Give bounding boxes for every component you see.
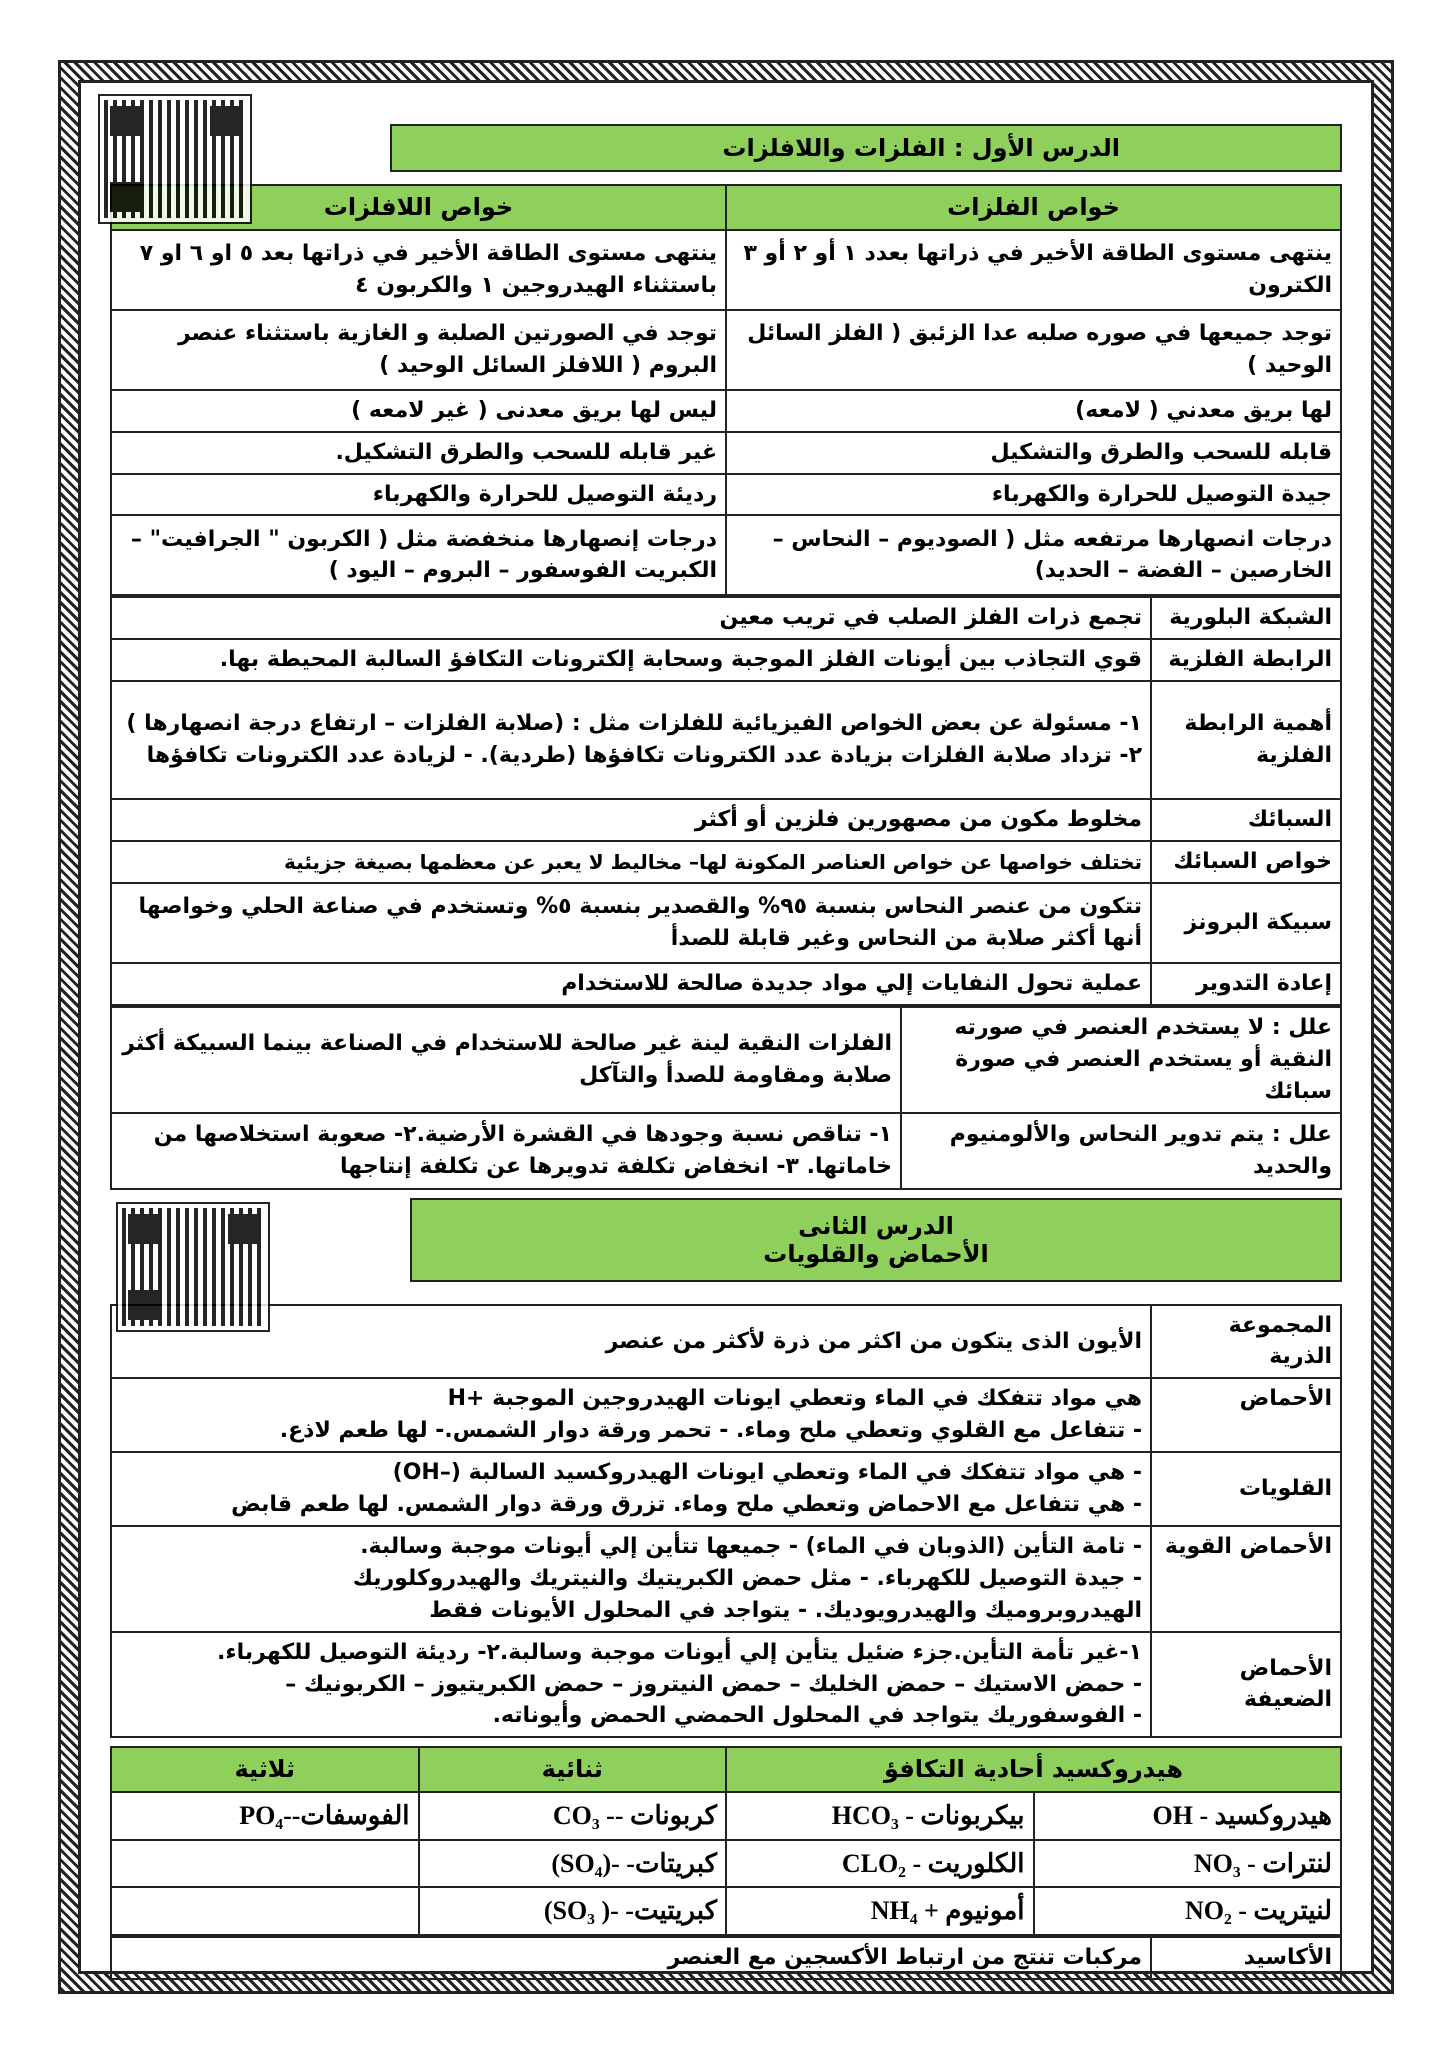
table-row bbox=[111, 1792, 1341, 1840]
term: المجموعة الذرية bbox=[1151, 1305, 1341, 1379]
ion-cell: بيكربونات - HCO₃ bbox=[726, 1792, 1034, 1840]
table-row bbox=[111, 1305, 1341, 1379]
definition: الأيون الذى يتكون من اكثر من ذرة لأكثر من عنصر bbox=[111, 1305, 1151, 1379]
table-row bbox=[111, 515, 1341, 595]
table-row bbox=[111, 1113, 1341, 1189]
term: القلويات bbox=[1151, 1452, 1341, 1526]
definition: ١- مسئولة عن بعض الخواص الفيزيائية للفلزات مثل : (صلابة الفلزات – ارتفاع درجة انصهارها ) ٢- تزداد صلابة الفلزات بزيادة عدد الكترونات تكافؤها (طردية). - لزيادة عدد الكترونات تكافؤها bbox=[111, 681, 1151, 799]
ion-cell: لنيتريت - NO₂ bbox=[1034, 1887, 1342, 1935]
table-row bbox=[111, 1007, 1341, 1113]
reason-question: علل : لا يستخدم العنصر في صورته النقية أو يستخدم العنصر في صورة سبائك bbox=[901, 1007, 1341, 1113]
table-row bbox=[111, 841, 1341, 883]
table-row bbox=[111, 883, 1341, 963]
table-row bbox=[111, 1526, 1341, 1632]
lesson1-title: الدرس الأول : الفلزات واللافلزات bbox=[722, 134, 1120, 162]
nonmetal-property: ليس لها بريق معدنى ( غير لامعه ) bbox=[111, 390, 726, 432]
lesson2-title-bar bbox=[410, 1198, 1342, 1282]
nonmetal-property: درجات إنصهارها منخفضة مثل ( الكربون " الجرافيت" – الكبريت الفوسفور – البروم – اليود ) bbox=[111, 515, 726, 595]
term: خواص السبائك bbox=[1151, 841, 1341, 883]
table-row bbox=[111, 597, 1341, 639]
ion-cell: كبريتيت- -( SO₃) bbox=[419, 1887, 727, 1935]
oxides-table bbox=[110, 1936, 1342, 1980]
definition-line: هي مواد تتفكك في الماء وتعطي ايونات الهيدروجين الموجبة +H bbox=[447, 1386, 1142, 1412]
table-row bbox=[111, 799, 1341, 841]
nonmetal-property: ينتهى مستوى الطاقة الأخير في ذراتها بعد ٥ او ٦ او ٧ باستثناء الهيدروجين ١ والكربون ٤ bbox=[111, 230, 726, 310]
definition-line: - تتفاعل مع القلوي وتعطي ملح وماء. - تحمر ورقة دوار الشمس.- لها طعم لاذع. bbox=[279, 1418, 1142, 1444]
definition-line: الهيدروبروميك والهيدرويوديك. - يتواجد في المحلول الأيونات فقط bbox=[429, 1597, 1142, 1623]
term: سبيكة البرونز bbox=[1151, 883, 1341, 963]
lesson2-subtitle: الأحماض والقلويات bbox=[763, 1239, 989, 1268]
definition: تختلف خواصها عن خواص العناصر المكونة لها– مخاليط لا يعبر عن معظمها بصيغة جزيئية bbox=[111, 841, 1151, 883]
metal-property: درجات انصهارها مرتفعه مثل ( الصوديوم – النحاس – الخارصين – الفضة – الحديد) bbox=[726, 515, 1341, 595]
ion-cell: كبريتات- -(SO₄) bbox=[419, 1840, 727, 1888]
definition: مركبات تنتج من ارتباط الأكسجين مع العنصر bbox=[111, 1937, 1151, 1979]
worksheet bbox=[110, 110, 1342, 1980]
term: السبائك bbox=[1151, 799, 1341, 841]
lesson1-title-bar bbox=[390, 124, 1342, 172]
definition bbox=[111, 1632, 1151, 1738]
table-row bbox=[111, 1887, 1341, 1935]
term: الأحماض القوية bbox=[1151, 1526, 1341, 1632]
definition-line: ١-غير تأمة التأين.جزء ضئيل يتأين إلي أيونات موجبة وسالبة.٢- رديئة التوصيل للكهرباء. bbox=[217, 1639, 1142, 1665]
definition: مخلوط مكون من مصهورين فلزين أو أكثر bbox=[111, 799, 1151, 841]
metal-property: قابله للسحب والطرق والتشكيل bbox=[726, 432, 1341, 474]
nonmetal-property: توجد في الصورتين الصلبة و الغازية باستثناء عنصر البروم ( اللافلز السائل الوحيد ) bbox=[111, 310, 726, 390]
lesson1-definitions bbox=[110, 596, 1342, 1005]
term: إعادة التدوير bbox=[1151, 963, 1341, 1005]
term: الشبكة البلورية bbox=[1151, 597, 1341, 639]
term: الرابطة الفلزية bbox=[1151, 639, 1341, 681]
table-row bbox=[111, 681, 1341, 799]
definition-line: - هي مواد تتفكك في الماء وتعطي ايونات الهيدروكسيد السالبة (–OH) bbox=[392, 1460, 1142, 1486]
nonmetals-header: خواص اللافلزات bbox=[111, 185, 726, 230]
lesson2-definitions bbox=[110, 1304, 1342, 1739]
definition-line: - جيدة التوصيل للكهرباء. - مثل حمض الكبريتيك والنيتريك والهيدروكلوريك bbox=[352, 1565, 1142, 1591]
definition bbox=[111, 1378, 1151, 1452]
ions-header-monovalent: هيدروكسيد أحادية التكافؤ bbox=[726, 1747, 1341, 1792]
metal-property: لها بريق معدني ( لامعه) bbox=[726, 390, 1341, 432]
ion-cell: كربونات -- CO₃ bbox=[419, 1792, 727, 1840]
table-row bbox=[111, 1840, 1341, 1888]
ion-cell: أمونيوم + NH₄ bbox=[726, 1887, 1034, 1935]
definition: قوي التجاذب بين أيونات الفلز الموجبة وسحابة إلكترونات التكافؤ السالبة المحيطة بها. bbox=[111, 639, 1151, 681]
table-row bbox=[111, 230, 1341, 310]
definition: تتكون من عنصر النحاس بنسبة ٩٥% والقصدير بنسبة ٥% وتستخدم في صناعة الحلي وخواصها أنها أكثر صلابة من النحاس وغير قابلة للصدأ bbox=[111, 883, 1151, 963]
ion-cell bbox=[111, 1887, 419, 1935]
ions-table bbox=[110, 1746, 1342, 1936]
definition bbox=[111, 1526, 1151, 1632]
qr-code-icon bbox=[118, 1204, 268, 1330]
table-row bbox=[111, 474, 1341, 516]
table-row bbox=[111, 1632, 1341, 1738]
term: الأكاسيد bbox=[1151, 1937, 1341, 1979]
definition-line: - حمض الاستيك – حمض الخليك – حمض النيتروز – حمض الكبريتيوز – الكربونيك – bbox=[285, 1671, 1142, 1697]
definition: تجمع ذرات الفلز الصلب في تريب معين bbox=[111, 597, 1151, 639]
reason-answer: ١- تناقص نسبة وجودها في القشرة الأرضية.٢- صعوبة استخلاصها من خاماتها. ٣- انخفاض تكلفة تدويرها عن تكلفة إنتاجها bbox=[111, 1113, 901, 1189]
definition bbox=[111, 1452, 1151, 1526]
table-row bbox=[111, 1452, 1341, 1526]
table-row bbox=[111, 390, 1341, 432]
definition-line: - الفوسفوريك يتواجد في المحلول الحمضي الحمض وأيوناته. bbox=[492, 1703, 1142, 1729]
ions-header-trivalent: ثلاثية bbox=[111, 1747, 419, 1792]
term: أهمية الرابطة الفلزية bbox=[1151, 681, 1341, 799]
ion-cell: هيدروكسيد - OH bbox=[1034, 1792, 1342, 1840]
metal-property: جيدة التوصيل للحرارة والكهرباء bbox=[726, 474, 1341, 516]
ion-cell: الكلوريت - CLO₂ bbox=[726, 1840, 1034, 1888]
table-row bbox=[111, 1378, 1341, 1452]
table-row bbox=[111, 963, 1341, 1005]
table-row bbox=[111, 639, 1341, 681]
ion-cell bbox=[111, 1840, 419, 1888]
ions-header-divalent: ثنائية bbox=[419, 1747, 727, 1792]
definition: عملية تحول النفايات إلي مواد جديدة صالحة للاستخدام bbox=[111, 963, 1151, 1005]
term: الأحماض الضعيفة bbox=[1151, 1632, 1341, 1738]
qr-code-icon bbox=[100, 96, 250, 222]
term: الأحماض bbox=[1151, 1378, 1341, 1452]
ion-cell: لنترات - NO₃ bbox=[1034, 1840, 1342, 1888]
reason-answer: الفلزات النقية لينة غير صالحة للاستخدام في الصناعة بينما السبيكة أكثر صلابة ومقاومة للصدأ والتآكل bbox=[111, 1007, 901, 1113]
lesson2-title: الدرس الثانى bbox=[798, 1211, 954, 1240]
metal-property: توجد جميعها في صوره صلبه عدا الزئبق ( الفلز السائل الوحيد ) bbox=[726, 310, 1341, 390]
definition-line: - تامة التأين (الذوبان في الماء) - جميعها تتأين إلي أيونات موجبة وسالبة. bbox=[360, 1533, 1142, 1559]
reason-question: علل : يتم تدوير النحاس والألومنيوم والحديد bbox=[901, 1113, 1341, 1189]
nonmetal-property: رديئة التوصيل للحرارة والكهرباء bbox=[111, 474, 726, 516]
reasons-table bbox=[110, 1006, 1342, 1190]
ion-cell: الفوسفات--PO₄ bbox=[111, 1792, 419, 1840]
table-row bbox=[111, 1937, 1341, 1979]
definition-line: - هي تتفاعل مع الاحماض وتعطي ملح وماء. تزرق ورقة دوار الشمس. لها طعم قابض bbox=[231, 1492, 1142, 1518]
nonmetal-property: غير قابله للسحب والطرق التشكيل. bbox=[111, 432, 726, 474]
table-row bbox=[111, 432, 1341, 474]
table-row bbox=[111, 310, 1341, 390]
metal-property: ينتهى مستوى الطاقة الأخير في ذراتها بعدد ١ أو ٢ أو ٣ الكترون bbox=[726, 230, 1341, 310]
properties-table bbox=[110, 184, 1342, 596]
metals-header: خواص الفلزات bbox=[726, 185, 1341, 230]
